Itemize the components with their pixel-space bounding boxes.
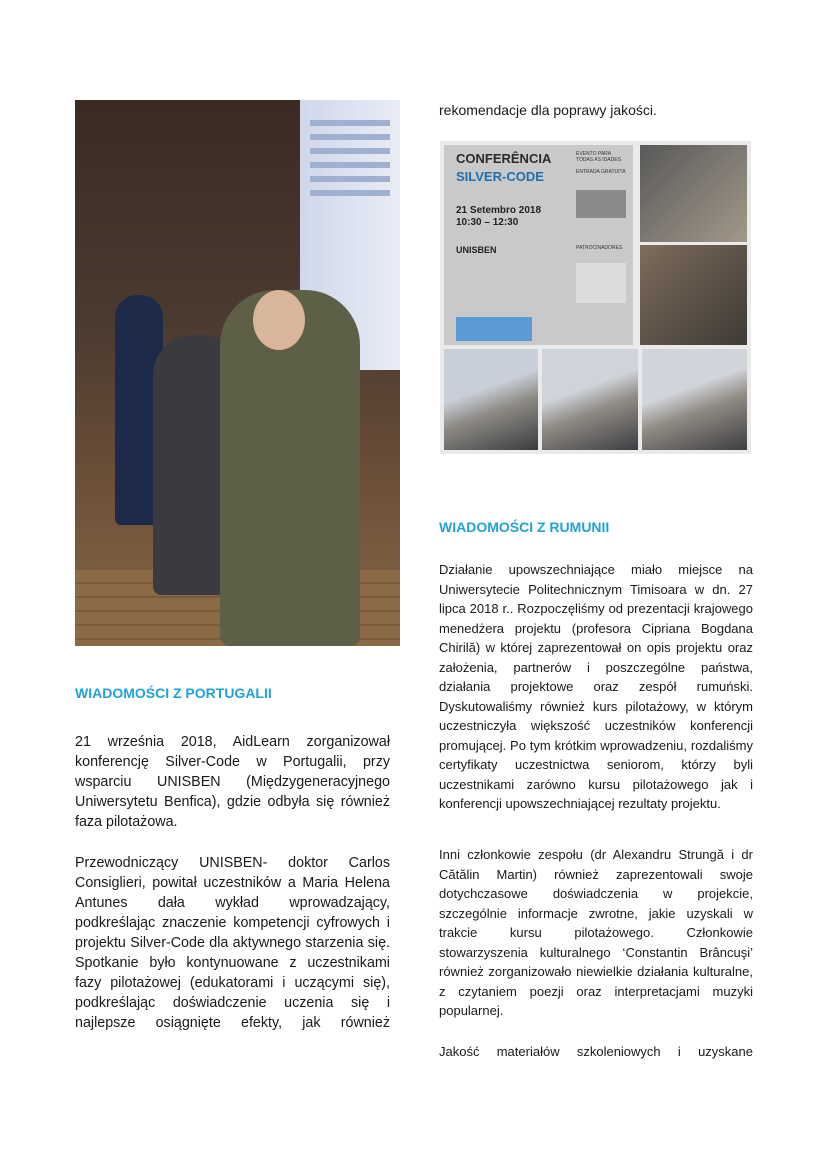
portugal-heading: WIADOMOŚCI Z PORTUGALII — [75, 685, 272, 701]
poster-title-2: SILVER-CODE — [456, 169, 544, 184]
silver-code-logo — [456, 317, 532, 341]
portugal-paragraph-2: Przewodniczący UNISBEN- doktor Carlos Consiglieri, powitał uczestników a Maria Helena Antunes dała wykład wprowadzający, podkreślając znaczenie kompetencji cyfrowych i projektu Silver-Code dla aktywnego starzenia się. Spotkanie było kontynuowane z uczestnikami fazy pilotażowej (edukatorami i uczącymi się), podkreślając doświadczenie uczenia się i najlepsze osiągnięte efekty, jak również — [75, 855, 390, 1031]
romania-paragraph-2: Inni członkowie zespołu (dr Alexandru Strungă i dr Cătălin Martin) również zaprezentowali swoje dotychczasowe doświadczenia w projekcie, szczególnie informacje zwrotne, jakie uzyskali w trakcie kursu pilotażowego. Członkowie stowarzyszenia kulturalnego ‘Constantin Brâncuşi’ również zorganizowało niewielkie działania kulturalne, z czytaniem poezji oraz interpretacjami muzyki popularnej. — [439, 847, 753, 1018]
collage-photo — [542, 349, 638, 450]
collage-photo — [444, 349, 538, 450]
collage-photo — [640, 245, 747, 345]
intro-line: rekomendacje dla poprawy jakości. — [439, 102, 657, 118]
conference-poster — [444, 145, 633, 345]
poster-side-note-2: ENTRADA GRATUITA — [576, 169, 626, 175]
portugal-paragraph-1: 21 września 2018, AidLearn zorganizował konferencję Silver-Code w Portugalii, przy wsparciu UNISBEN (Międzygeneracyjnego Uniwersytetu Benfica), gdzie odbyła się również faza pilotażowa. — [75, 734, 390, 830]
poster-sponsors: PATROCINADORES — [576, 245, 623, 251]
poster-time-text: 10:30 – 12:30 — [456, 217, 519, 228]
poster-date-text: 21 Setembro 2018 — [456, 205, 542, 216]
poster-keyboard-image — [576, 190, 626, 218]
poster-title-1: CONFERÊNCIA — [456, 151, 552, 166]
conference-photo — [75, 100, 400, 646]
person-head — [253, 290, 305, 350]
poster-venue: UNISBEN — [456, 245, 497, 255]
poster-date — [456, 205, 541, 229]
photo-collage — [440, 141, 751, 454]
poster-side-note-1: EVENTO PARA TODAS AS IDADES — [576, 151, 621, 163]
collage-photo — [642, 349, 747, 450]
romania-heading: WIADOMOŚCI Z RUMUNII — [439, 519, 610, 535]
romania-paragraph-3: Jakość materiałów szkoleniowych i uzyskane — [439, 1044, 753, 1059]
collage-photo — [640, 145, 747, 242]
poster-side-note — [576, 151, 628, 175]
poster-sponsor-logos — [576, 263, 626, 303]
romania-paragraph-1: Działanie upowszechniające miało miejsce na Uniwersytecie Politechnicznym Timisoara w dn. 27 lipca 2018 r.. Rozpoczęliśmy od prezentacji krajowego menedżera projektu (profesora Cipriana Bogdana Chirilă) w której zaprezentował on opis projektu oraz założenia, partnerów i poszczególne państwa, działania projektowe oraz zespół rumuński. Dyskutowaliśmy również kurs pilotażowy, w którym uczestniczyła większość uczestników konferencji promującej. Po tym krótkim wprowadzeniu, rozdaliśmy certyfikaty uczestnictwa seniorom, którzy byli uczestnikami zarówno kursu pilotażowego jak i konferencji upowszechniającej rezultaty projektu. — [439, 562, 753, 811]
